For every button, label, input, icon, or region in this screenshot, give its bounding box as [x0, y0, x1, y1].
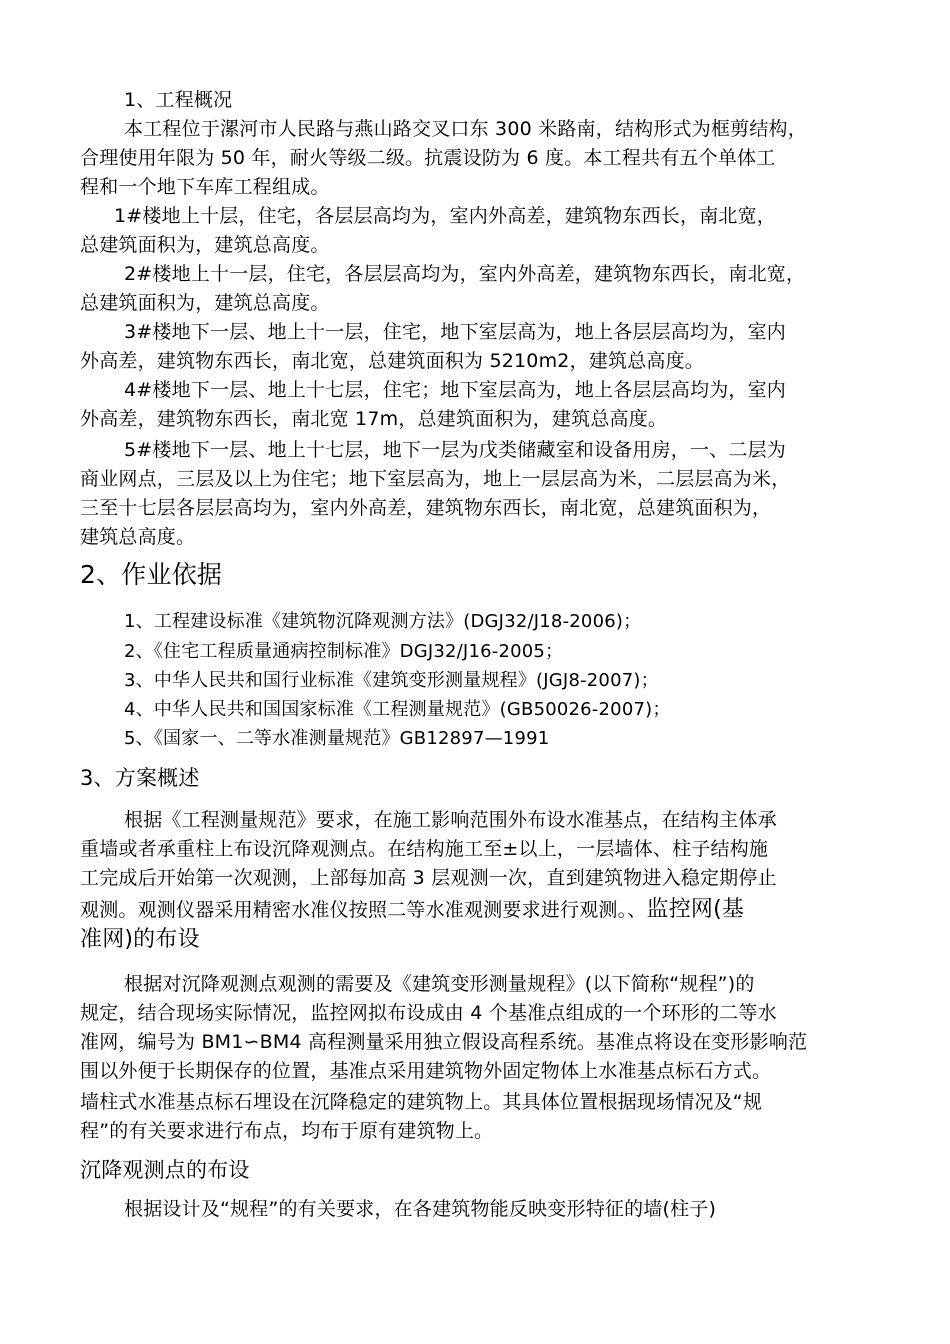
- paragraph-line: 根据对沉降观测点观测的需要及《建筑变形测量规程》(以下简称“规程”)的: [124, 973, 755, 995]
- paragraph-line: 总建筑面积为，建筑总高度。: [80, 234, 330, 256]
- paragraph-line: 重墙或者承重柱上布设沉降观测点。在结构施工至±以上，一层墙体、柱子结构施: [80, 838, 769, 860]
- inline-heading-continued: 准网)的布设: [80, 927, 200, 952]
- section1-heading: 1、工程概况: [124, 89, 233, 111]
- paragraph-text: 观测。观测仪器采用精密水准仪按照二等水准观测要求进行观测。、: [80, 899, 647, 921]
- paragraph-line: 三至十七层各层层高均为，室内外高差，建筑物东西长，南北宽，总建筑面积为，: [80, 497, 772, 519]
- paragraph-line: 程”的有关要求进行布点，均布于原有建筑物上。: [80, 1120, 494, 1142]
- paragraph-line: 4#楼地下一层、地上十七层，住宅；地下室层高为，地上各层层高均为，室内: [124, 379, 787, 401]
- paragraph-line: 工完成后开始第一次观测，上部每加高 3 层观测一次，直到建筑物进入稳定期停止: [80, 867, 777, 889]
- list-item: 3、中华人民共和国行业标准《建筑变形测量规程》(JGJ8-2007)；: [124, 670, 659, 691]
- paragraph-line: 根据设计及“规程”的有关要求，在各建筑物能反映变形特征的墙(柱子): [124, 1198, 717, 1220]
- paragraph-line: 根据《工程测量规范》要求，在施工影响范围外布设水准基点，在结构主体承: [124, 809, 777, 831]
- list-item: 4、中华人民共和国国家标准《工程测量规范》(GB50026-2007)；: [124, 699, 671, 720]
- paragraph-line: 规定，结合现场实际情况，监控网拟布设成由 4 个基准点组成的一个环形的二等水: [80, 1002, 777, 1024]
- inline-heading: 监控网(基: [646, 897, 745, 922]
- paragraph-line: 墙柱式水准基点标石埋设在沉降稳定的建筑物上。其具体位置根据现场情况及“规: [80, 1091, 763, 1113]
- paragraph-line: 合理使用年限为 50 年，耐火等级二级。抗震设防为 6 度。本工程共有五个单体工: [80, 147, 776, 169]
- subsection-heading: 沉降观测点的布设: [80, 1158, 250, 1182]
- list-item: 2、《住宅工程质量通病控制标准》DGJ32/J16-2005；: [124, 641, 564, 662]
- paragraph-line: 建筑总高度。: [80, 526, 196, 548]
- paragraph-line: 2#楼地上十一层，住宅，各层层高均为，室内外高差，建筑物东西长，南北宽，: [124, 263, 806, 285]
- section3-heading: 3、方案概述: [80, 766, 200, 790]
- paragraph-line: 外高差，建筑物东西长，南北宽 17m，总建筑面积为，建筑总高度。: [80, 408, 668, 430]
- paragraph-line: [80, 898, 744, 922]
- paragraph-line: 程和一个地下车库工程组成。: [80, 176, 330, 198]
- paragraph-line: 准网，编号为 BM1∽BM4 高程测量采用独立假设高程系统。基准点将设在变形影响范: [80, 1031, 808, 1053]
- paragraph-line: 5#楼地下一层、地上十七层，地下一层为戊类储藏室和设备用房，一、二层为: [124, 439, 787, 461]
- paragraph-line: 3#楼地下一层、地上十一层，住宅，地下室层高为，地上各层层高均为，室内: [124, 321, 787, 343]
- paragraph-line: 1#楼地上十层，住宅，各层层高均为，室内外高差，建筑物东西长，南北宽，: [114, 205, 777, 227]
- paragraph-line: 商业网点，三层及以上为住宅；地下室层高为，地上一层层高为米，二层层高为米，: [80, 468, 791, 490]
- paragraph-line: 总建筑面积为，建筑总高度。: [80, 292, 330, 314]
- list-item: 5、《国家一、二等水准测量规范》GB12897—1991: [124, 728, 550, 749]
- paragraph-line: 围以外便于长期保存的位置，基准点采用建筑物外固定物体上水准基点标石方式。: [80, 1060, 772, 1082]
- paragraph-line: 本工程位于漯河市人民路与燕山路交叉口东 300 米路南，结构形式为框剪结构，: [124, 118, 807, 140]
- section2-heading: 2、作业依据: [80, 560, 223, 589]
- paragraph-line: 外高差，建筑物东西长，南北宽，总建筑面积为 5210m2，建筑总高度。: [80, 350, 704, 372]
- list-item: 1、工程建设标准《建筑物沉降观测方法》(DGJ32/J18-2006)；: [124, 611, 642, 632]
